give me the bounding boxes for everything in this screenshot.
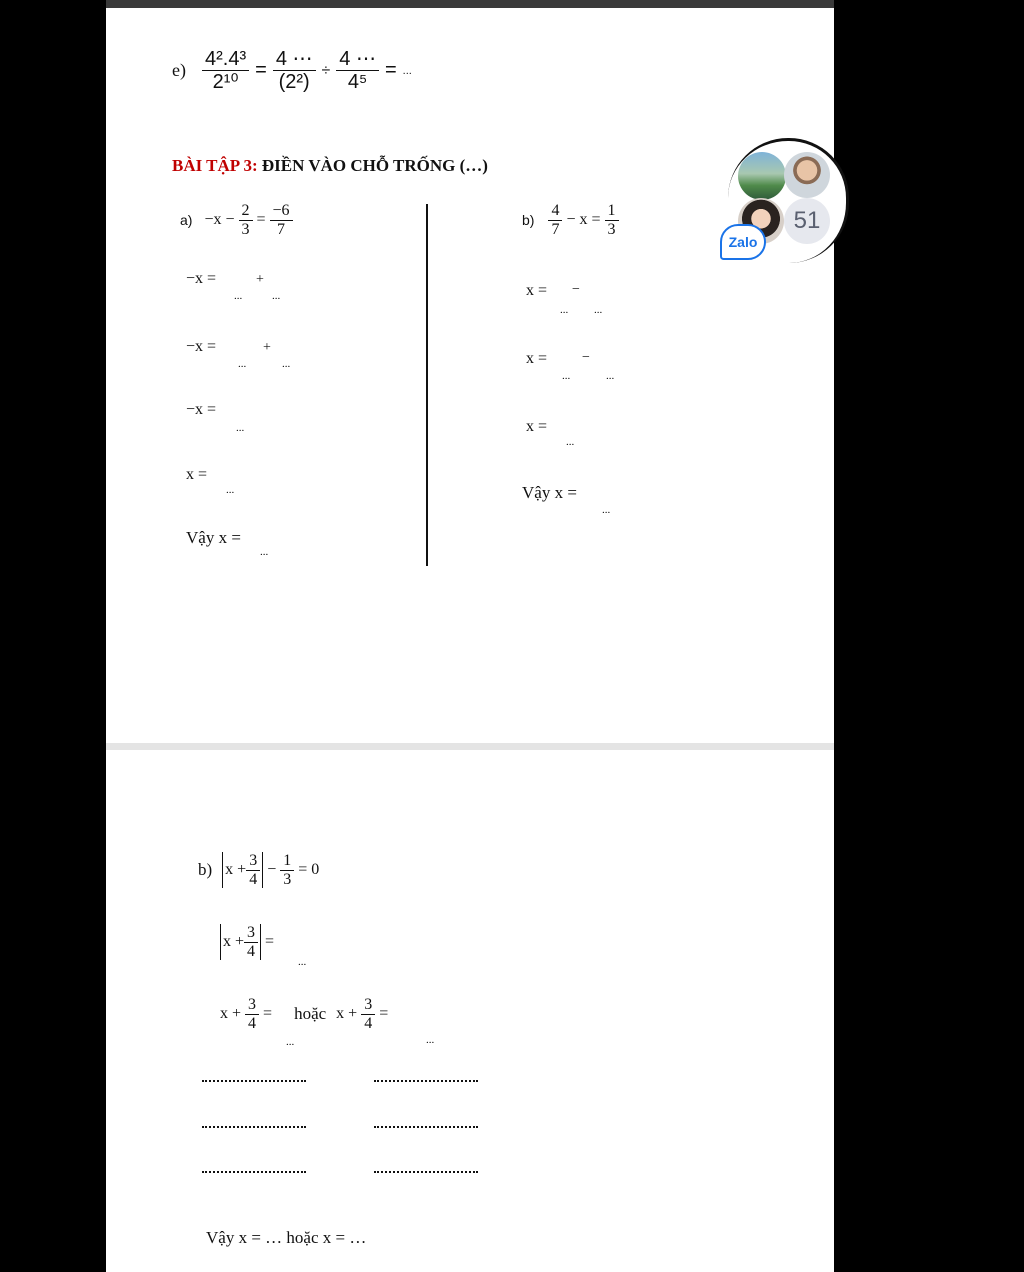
a-step-2: −x = bbox=[186, 338, 217, 355]
viewer-top-bar bbox=[106, 0, 834, 8]
part-e-label: e) bbox=[172, 60, 186, 80]
equation-b: b) $\frac{4}{7}$ − x = $\frac{1}{3}$ bbox=[522, 202, 619, 238]
fraction-2: $\frac{4 \cdots}{\text{(2²)}}$ bbox=[273, 48, 316, 93]
a-conclusion: Vậy x = bbox=[186, 528, 241, 547]
answer-line-left-1[interactable] bbox=[202, 1080, 306, 1082]
a-step-3: −x = bbox=[186, 401, 217, 418]
zalo-logo-icon[interactable]: Zalo bbox=[720, 224, 766, 260]
answer-line-left-2[interactable] bbox=[202, 1126, 306, 1128]
abs-conclusion: Vậy x = … hoặc x = … bbox=[206, 1228, 367, 1247]
b-step-1: x = bbox=[526, 282, 548, 299]
column-divider bbox=[426, 204, 428, 566]
abs-step-cases: x + $\frac{3}{4}$ = hoặc x + $\frac{3}{4}$ = bbox=[220, 996, 389, 1032]
a-step-4: x = bbox=[186, 466, 208, 483]
exercise-3-heading: BÀI TẬP 3: ĐIỀN VÀO CHỖ TRỐNG (…) bbox=[172, 156, 488, 175]
zalo-chat-widget[interactable] bbox=[720, 138, 832, 260]
document-page-2: b) x + $\frac{3}{4}$ − $\frac{1}{3}$ = 0 x + $\frac{3}{4}$ = ... x + $\frac{3}{4}$ = hoặc x + $\frac{3}{4}$ = ... ... Vậy x = … hoặc x = … bbox=[106, 750, 834, 1272]
answer-line-right-3[interactable] bbox=[374, 1171, 478, 1173]
fraction-3: $\frac{4 \cdots}{\text{4⁵}}$ bbox=[336, 48, 379, 93]
page-separator bbox=[106, 743, 834, 750]
abs-step-1: x + $\frac{3}{4}$ = bbox=[220, 924, 274, 960]
group-avatar-landscape bbox=[738, 152, 786, 200]
b-conclusion: Vậy x = bbox=[522, 483, 577, 502]
answer-line-right-1[interactable] bbox=[374, 1080, 478, 1082]
member-count-badge: 51 bbox=[784, 198, 830, 244]
answer-line-right-2[interactable] bbox=[374, 1126, 478, 1128]
document-page-1: e) $\frac{\text{4².4³}}{\text{2¹⁰}}$ = $\frac{4 \cdots}{\text{(2²)}}$ ÷ $\frac{4 \cdots}{\text{4⁵}}$ = ... BÀI TẬP 3: ĐIỀN VÀO CHỖ TRỐNG (…) a) −x − $\frac{2}{3}$ = $\frac{-6}{7}$ −x = ... + ... −x = ... + ... −x = ... x = ... Vậy x = ... b) $\frac{4}{7}$ − x = $\frac{1}{3}$ x = − ... ... x = − ... ... x = ... Vậy x = ... bbox=[106, 8, 834, 743]
group-avatar-person-1 bbox=[784, 152, 830, 198]
fraction-1: $\frac{\text{4².4³}}{\text{2¹⁰}}$ bbox=[202, 48, 249, 93]
a-step-1: −x = bbox=[186, 270, 217, 287]
b-step-3: x = bbox=[526, 418, 548, 435]
equation-abs-b: b) x + $\frac{3}{4}$ − $\frac{1}{3}$ = 0 bbox=[198, 852, 320, 888]
answer-line-left-3[interactable] bbox=[202, 1171, 306, 1173]
absolute-value: x + $\frac{3}{4}$ bbox=[222, 852, 263, 888]
equation-a: a) −x − $\frac{2}{3}$ = $\frac{-6}{7}$ bbox=[180, 202, 293, 238]
b-step-2: x = bbox=[526, 350, 548, 367]
part-e-expression: $\frac{\text{4².4³}}{\text{2¹⁰}}$ = $\frac{4 \cdots}{\text{(2²)}}$ ÷ $\frac{4 \cdots}{\text{4⁵}}$ = ... bbox=[202, 48, 412, 93]
